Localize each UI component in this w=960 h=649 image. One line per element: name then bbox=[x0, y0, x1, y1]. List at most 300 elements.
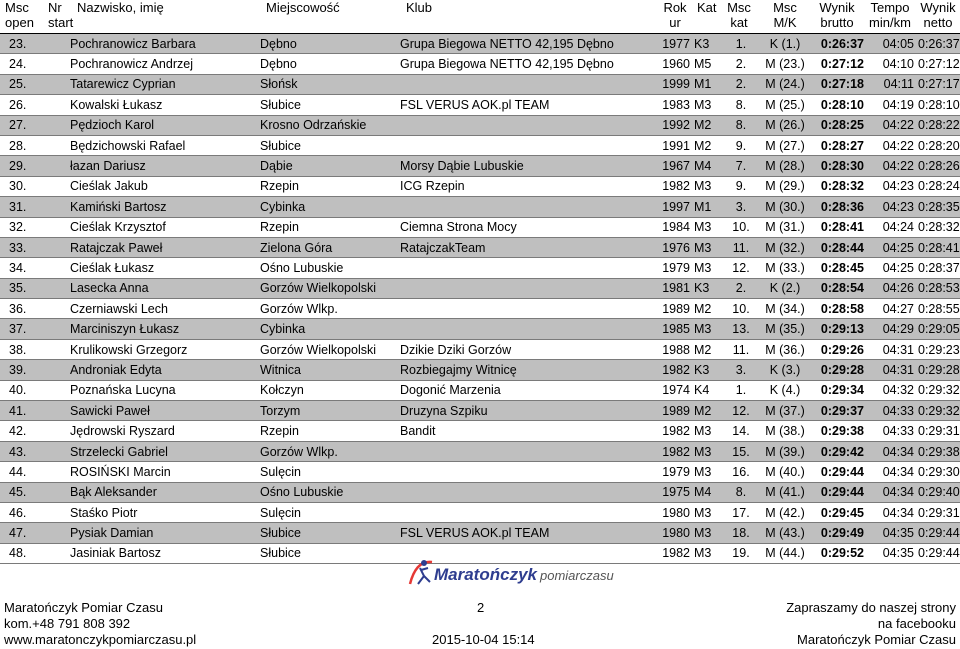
cell-cat: M3 bbox=[694, 441, 724, 461]
cell-club bbox=[400, 74, 652, 94]
cell-city: Rzepin bbox=[260, 176, 400, 196]
cell-name: Tatarewicz Cyprian bbox=[70, 74, 260, 94]
cell-year: 1980 bbox=[652, 502, 694, 522]
cell-brutto: 0:26:37 bbox=[812, 34, 868, 54]
cell-mk: M (43.) bbox=[758, 523, 812, 543]
cell-cat: M2 bbox=[694, 299, 724, 319]
cell-cat: K3 bbox=[694, 278, 724, 298]
cell-city: Ośno Lubuskie bbox=[260, 482, 400, 502]
footer-phone: kom.+48 791 808 392 bbox=[4, 616, 131, 631]
table-row bbox=[0, 197, 960, 217]
cell-netto: 0:29:23 bbox=[918, 339, 960, 359]
cell-name: Pędzioch Karol bbox=[70, 115, 260, 135]
cell-name: Bąk Aleksander bbox=[70, 482, 260, 502]
table-row bbox=[0, 299, 960, 319]
table-row bbox=[0, 54, 960, 74]
cell-cat: M3 bbox=[694, 217, 724, 237]
cell-netto: 0:29:32 bbox=[918, 401, 960, 421]
cell-place: 26. bbox=[0, 95, 70, 115]
cell-tempo: 04:19 bbox=[868, 95, 918, 115]
cell-year: 1984 bbox=[652, 217, 694, 237]
cell-place: 37. bbox=[0, 319, 70, 339]
cell-club: RatajczakTeam bbox=[400, 237, 652, 257]
cell-cat: M3 bbox=[694, 258, 724, 278]
cell-place: 25. bbox=[0, 74, 70, 94]
cell-netto: 0:28:20 bbox=[918, 135, 960, 155]
cell-year: 1982 bbox=[652, 360, 694, 380]
cell-year: 1979 bbox=[652, 462, 694, 482]
cell-club bbox=[400, 462, 652, 482]
cell-name: Jędrowski Ryszard bbox=[70, 421, 260, 441]
header-netto: Wynik netto bbox=[920, 0, 956, 30]
cell-catPlace: 13. bbox=[724, 319, 758, 339]
cell-place: 42. bbox=[0, 421, 70, 441]
cell-name: Lasecka Anna bbox=[70, 278, 260, 298]
cell-city: Krosno Odrzańskie bbox=[260, 115, 400, 135]
cell-cat: M3 bbox=[694, 523, 724, 543]
cell-mk: M (30.) bbox=[758, 197, 812, 217]
cell-club: ICG Rzepin bbox=[400, 176, 652, 196]
cell-cat: M3 bbox=[694, 95, 724, 115]
cell-city: Gorzów Wielkopolski bbox=[260, 278, 400, 298]
cell-name: Krulikowski Grzegorz bbox=[70, 339, 260, 359]
cell-cat: M3 bbox=[694, 421, 724, 441]
cell-club bbox=[400, 441, 652, 461]
runner-logo-icon bbox=[402, 554, 614, 594]
cell-cat: M2 bbox=[694, 135, 724, 155]
cell-name: Androniak Edyta bbox=[70, 360, 260, 380]
logo-brand-text: Maratończyk bbox=[434, 565, 537, 584]
cell-catPlace: 1. bbox=[724, 34, 758, 54]
table-row bbox=[0, 380, 960, 400]
cell-catPlace: 3. bbox=[724, 360, 758, 380]
cell-place: 35. bbox=[0, 278, 70, 298]
cell-year: 1997 bbox=[652, 197, 694, 217]
cell-tempo: 04:34 bbox=[868, 462, 918, 482]
cell-name: Marciniszyn Łukasz bbox=[70, 319, 260, 339]
cell-name: Pysiak Damian bbox=[70, 523, 260, 543]
cell-catPlace: 8. bbox=[724, 95, 758, 115]
cell-mk: K (1.) bbox=[758, 34, 812, 54]
cell-year: 1983 bbox=[652, 95, 694, 115]
cell-city: Sulęcin bbox=[260, 462, 400, 482]
cell-club: Bandit bbox=[400, 421, 652, 441]
cell-tempo: 04:26 bbox=[868, 278, 918, 298]
cell-tempo: 04:35 bbox=[868, 543, 918, 563]
cell-place: 46. bbox=[0, 502, 70, 522]
cell-cat: M3 bbox=[694, 543, 724, 563]
cell-club: Morsy Dąbie Lubuskie bbox=[400, 156, 652, 176]
cell-city: Sulęcin bbox=[260, 502, 400, 522]
cell-catPlace: 2. bbox=[724, 54, 758, 74]
cell-mk: M (35.) bbox=[758, 319, 812, 339]
cell-mk: M (40.) bbox=[758, 462, 812, 482]
cell-netto: 0:29:05 bbox=[918, 319, 960, 339]
cell-tempo: 04:34 bbox=[868, 502, 918, 522]
table-row bbox=[0, 135, 960, 155]
cell-year: 1982 bbox=[652, 441, 694, 461]
cell-city: Kołczyn bbox=[260, 380, 400, 400]
cell-netto: 0:29:38 bbox=[918, 441, 960, 461]
cell-cat: M1 bbox=[694, 197, 724, 217]
cell-city: Dąbie bbox=[260, 156, 400, 176]
cell-netto: 0:29:31 bbox=[918, 421, 960, 441]
cell-brutto: 0:29:52 bbox=[812, 543, 868, 563]
cell-club: FSL VERUS AOK.pl TEAM bbox=[400, 95, 652, 115]
cell-brutto: 0:29:13 bbox=[812, 319, 868, 339]
header-name: Nazwisko, imię bbox=[77, 0, 164, 15]
cell-catPlace: 18. bbox=[724, 523, 758, 543]
cell-city: Słońsk bbox=[260, 74, 400, 94]
cell-catPlace: 3. bbox=[724, 197, 758, 217]
cell-year: 1967 bbox=[652, 156, 694, 176]
cell-city: Gorzów Wlkp. bbox=[260, 441, 400, 461]
table-row bbox=[0, 441, 960, 461]
cell-tempo: 04:33 bbox=[868, 401, 918, 421]
cell-year: 1989 bbox=[652, 401, 694, 421]
cell-netto: 0:28:37 bbox=[918, 258, 960, 278]
table-row bbox=[0, 237, 960, 257]
table-row bbox=[0, 34, 960, 54]
cell-netto: 0:28:10 bbox=[918, 95, 960, 115]
header-brutto: Wynik brutto bbox=[819, 0, 855, 30]
cell-catPlace: 1. bbox=[724, 380, 758, 400]
cell-club bbox=[400, 299, 652, 319]
cell-mk: M (26.) bbox=[758, 115, 812, 135]
cell-cat: K4 bbox=[694, 380, 724, 400]
cell-brutto: 0:28:25 bbox=[812, 115, 868, 135]
header-tempo: Tempo min/km bbox=[869, 0, 911, 30]
cell-place: 30. bbox=[0, 176, 70, 196]
cell-city: Ośno Lubuskie bbox=[260, 258, 400, 278]
cell-city: Rzepin bbox=[260, 217, 400, 237]
table-row bbox=[0, 482, 960, 502]
cell-cat: M2 bbox=[694, 401, 724, 421]
cell-netto: 0:28:22 bbox=[918, 115, 960, 135]
cell-city: Gorzów Wlkp. bbox=[260, 299, 400, 319]
cell-mk: K (4.) bbox=[758, 380, 812, 400]
footer-facebook-link[interactable]: na facebooku bbox=[877, 616, 956, 631]
table-row bbox=[0, 462, 960, 482]
cell-city: Słubice bbox=[260, 543, 400, 563]
header-msc-open: Msc open bbox=[5, 0, 34, 30]
cell-catPlace: 2. bbox=[724, 74, 758, 94]
cell-tempo: 04:25 bbox=[868, 258, 918, 278]
cell-catPlace: 12. bbox=[724, 258, 758, 278]
cell-club bbox=[400, 115, 652, 135]
cell-year: 1989 bbox=[652, 299, 694, 319]
cell-place: 23. bbox=[0, 34, 70, 54]
cell-tempo: 04:29 bbox=[868, 319, 918, 339]
cell-tempo: 04:11 bbox=[868, 74, 918, 94]
cell-place: 38. bbox=[0, 339, 70, 359]
cell-mk: M (32.) bbox=[758, 237, 812, 257]
cell-city: Słubice bbox=[260, 95, 400, 115]
cell-cat: M5 bbox=[694, 54, 724, 74]
cell-brutto: 0:28:44 bbox=[812, 237, 868, 257]
cell-brutto: 0:28:41 bbox=[812, 217, 868, 237]
table-row bbox=[0, 258, 960, 278]
cell-city: Słubice bbox=[260, 135, 400, 155]
cell-brutto: 0:28:36 bbox=[812, 197, 868, 217]
cell-tempo: 04:24 bbox=[868, 217, 918, 237]
cell-mk: K (2.) bbox=[758, 278, 812, 298]
cell-club: Ciemna Strona Mocy bbox=[400, 217, 652, 237]
cell-brutto: 0:29:49 bbox=[812, 523, 868, 543]
footer-datetime: 2015-10-04 15:14 bbox=[432, 632, 535, 647]
header-msc-kat: Msc kat bbox=[727, 0, 751, 30]
cell-name: Pochranowicz Andrzej bbox=[70, 54, 260, 74]
cell-name: Jasiniak Bartosz bbox=[70, 543, 260, 563]
header-kat: Kat bbox=[697, 0, 717, 15]
cell-catPlace: 12. bbox=[724, 401, 758, 421]
cell-year: 1988 bbox=[652, 339, 694, 359]
cell-cat: M2 bbox=[694, 115, 724, 135]
cell-mk: M (41.) bbox=[758, 482, 812, 502]
cell-name: Kowalski Łukasz bbox=[70, 95, 260, 115]
cell-brutto: 0:29:44 bbox=[812, 462, 868, 482]
cell-tempo: 04:25 bbox=[868, 237, 918, 257]
cell-netto: 0:29:44 bbox=[918, 543, 960, 563]
cell-mk: M (33.) bbox=[758, 258, 812, 278]
table-row bbox=[0, 217, 960, 237]
table-row bbox=[0, 176, 960, 196]
cell-netto: 0:28:35 bbox=[918, 197, 960, 217]
cell-name: Cieślak Łukasz bbox=[70, 258, 260, 278]
cell-mk: M (31.) bbox=[758, 217, 812, 237]
footer-invite: Zapraszamy do naszej strony bbox=[786, 600, 956, 615]
cell-brutto: 0:28:32 bbox=[812, 176, 868, 196]
cell-mk: M (27.) bbox=[758, 135, 812, 155]
cell-catPlace: 9. bbox=[724, 176, 758, 196]
table-row bbox=[0, 339, 960, 359]
header-nr-start: Nr start bbox=[48, 0, 74, 30]
cell-year: 1982 bbox=[652, 176, 694, 196]
cell-club bbox=[400, 197, 652, 217]
cell-place: 39. bbox=[0, 360, 70, 380]
cell-catPlace: 19. bbox=[724, 543, 758, 563]
table-row bbox=[0, 74, 960, 94]
cell-tempo: 04:35 bbox=[868, 523, 918, 543]
cell-name: Będzichowski Rafael bbox=[70, 135, 260, 155]
cell-mk: M (44.) bbox=[758, 543, 812, 563]
cell-name: łazan Dariusz bbox=[70, 156, 260, 176]
cell-mk: M (28.) bbox=[758, 156, 812, 176]
cell-netto: 0:29:31 bbox=[918, 502, 960, 522]
cell-year: 1999 bbox=[652, 74, 694, 94]
cell-brutto: 0:29:44 bbox=[812, 482, 868, 502]
cell-place: 36. bbox=[0, 299, 70, 319]
cell-tempo: 04:22 bbox=[868, 156, 918, 176]
cell-cat: K3 bbox=[694, 34, 724, 54]
cell-cat: M2 bbox=[694, 339, 724, 359]
cell-catPlace: 8. bbox=[724, 482, 758, 502]
footer-website-link[interactable]: www.maratonczykpomiarczasu.pl bbox=[4, 632, 197, 647]
header-club: Klub bbox=[406, 0, 433, 15]
cell-city: Cybinka bbox=[260, 197, 400, 217]
cell-netto: 0:28:24 bbox=[918, 176, 960, 196]
cell-place: 43. bbox=[0, 441, 70, 461]
header-rok-ur: Rok ur bbox=[663, 0, 687, 30]
cell-tempo: 04:34 bbox=[868, 482, 918, 502]
cell-netto: 0:29:40 bbox=[918, 482, 960, 502]
table-row bbox=[0, 278, 960, 298]
cell-mk: M (42.) bbox=[758, 502, 812, 522]
cell-year: 1977 bbox=[652, 34, 694, 54]
cell-place: 27. bbox=[0, 115, 70, 135]
cell-netto: 0:29:44 bbox=[918, 523, 960, 543]
cell-brutto: 0:27:18 bbox=[812, 74, 868, 94]
cell-brutto: 0:29:45 bbox=[812, 502, 868, 522]
table-row bbox=[0, 156, 960, 176]
cell-year: 1985 bbox=[652, 319, 694, 339]
cell-mk: M (37.) bbox=[758, 401, 812, 421]
cell-club bbox=[400, 278, 652, 298]
cell-name: Sawicki Paweł bbox=[70, 401, 260, 421]
cell-tempo: 04:22 bbox=[868, 135, 918, 155]
cell-brutto: 0:29:26 bbox=[812, 339, 868, 359]
cell-year: 1980 bbox=[652, 523, 694, 543]
cell-catPlace: 8. bbox=[724, 115, 758, 135]
cell-catPlace: 10. bbox=[724, 299, 758, 319]
cell-tempo: 04:34 bbox=[868, 441, 918, 461]
results-body bbox=[0, 34, 960, 564]
cell-brutto: 0:28:10 bbox=[812, 95, 868, 115]
cell-catPlace: 9. bbox=[724, 135, 758, 155]
cell-club: Grupa Biegowa NETTO 42,195 Dębno bbox=[400, 54, 652, 74]
cell-year: 1981 bbox=[652, 278, 694, 298]
cell-place: 24. bbox=[0, 54, 70, 74]
cell-mk: M (25.) bbox=[758, 95, 812, 115]
cell-name: Czerniawski Lech bbox=[70, 299, 260, 319]
footer-company-right: Maratończyk Pomiar Czasu bbox=[797, 632, 956, 647]
cell-catPlace: 11. bbox=[724, 237, 758, 257]
cell-city: Rzepin bbox=[260, 421, 400, 441]
cell-cat: M3 bbox=[694, 319, 724, 339]
table-header bbox=[0, 0, 960, 32]
cell-netto: 0:28:53 bbox=[918, 278, 960, 298]
cell-name: Ratajczak Paweł bbox=[70, 237, 260, 257]
cell-name: ROSIŃSKI Marcin bbox=[70, 462, 260, 482]
cell-mk: K (3.) bbox=[758, 360, 812, 380]
cell-city: Cybinka bbox=[260, 319, 400, 339]
cell-netto: 0:27:17 bbox=[918, 74, 960, 94]
cell-catPlace: 16. bbox=[724, 462, 758, 482]
cell-place: 31. bbox=[0, 197, 70, 217]
cell-catPlace: 14. bbox=[724, 421, 758, 441]
cell-netto: 0:28:32 bbox=[918, 217, 960, 237]
table-row bbox=[0, 421, 960, 441]
cell-city: Słubice bbox=[260, 523, 400, 543]
cell-city: Witnica bbox=[260, 360, 400, 380]
cell-name: Pochranowicz Barbara bbox=[70, 34, 260, 54]
cell-place: 40. bbox=[0, 380, 70, 400]
cell-tempo: 04:22 bbox=[868, 115, 918, 135]
cell-netto: 0:28:55 bbox=[918, 299, 960, 319]
table-row bbox=[0, 360, 960, 380]
cell-tempo: 04:31 bbox=[868, 360, 918, 380]
cell-year: 1975 bbox=[652, 482, 694, 502]
cell-catPlace: 10. bbox=[724, 217, 758, 237]
cell-brutto: 0:28:27 bbox=[812, 135, 868, 155]
cell-name: Cieślak Krzysztof bbox=[70, 217, 260, 237]
cell-brutto: 0:29:42 bbox=[812, 441, 868, 461]
cell-cat: M3 bbox=[694, 237, 724, 257]
logo-sub-text: pomiarczasu bbox=[540, 568, 614, 583]
cell-name: Strzelecki Gabriel bbox=[70, 441, 260, 461]
cell-club bbox=[400, 319, 652, 339]
cell-city: Torzym bbox=[260, 401, 400, 421]
cell-cat: M1 bbox=[694, 74, 724, 94]
cell-club: Dzikie Dziki Gorzów bbox=[400, 339, 652, 359]
cell-place: 48. bbox=[0, 543, 70, 563]
footer-company: Maratończyk Pomiar Czasu bbox=[4, 600, 163, 615]
cell-city: Gorzów Wielkopolski bbox=[260, 339, 400, 359]
cell-brutto: 0:29:37 bbox=[812, 401, 868, 421]
cell-cat: M4 bbox=[694, 156, 724, 176]
cell-club bbox=[400, 258, 652, 278]
cell-place: 32. bbox=[0, 217, 70, 237]
cell-cat: K3 bbox=[694, 360, 724, 380]
cell-brutto: 0:28:58 bbox=[812, 299, 868, 319]
cell-netto: 0:29:30 bbox=[918, 462, 960, 482]
cell-name: Kamiński Bartosz bbox=[70, 197, 260, 217]
maratonczyk-logo bbox=[402, 554, 614, 594]
cell-tempo: 04:10 bbox=[868, 54, 918, 74]
cell-place: 34. bbox=[0, 258, 70, 278]
cell-name: Poznańska Lucyna bbox=[70, 380, 260, 400]
cell-year: 1991 bbox=[652, 135, 694, 155]
cell-place: 47. bbox=[0, 523, 70, 543]
cell-place: 45. bbox=[0, 482, 70, 502]
cell-place: 28. bbox=[0, 135, 70, 155]
cell-club: Grupa Biegowa NETTO 42,195 Dębno bbox=[400, 34, 652, 54]
table-row bbox=[0, 115, 960, 135]
cell-name: Cieślak Jakub bbox=[70, 176, 260, 196]
cell-name: Staśko Piotr bbox=[70, 502, 260, 522]
cell-club bbox=[400, 502, 652, 522]
cell-brutto: 0:29:34 bbox=[812, 380, 868, 400]
header-msc-mk: Msc M/K bbox=[773, 0, 797, 30]
cell-club bbox=[400, 482, 652, 502]
cell-netto: 0:27:12 bbox=[918, 54, 960, 74]
cell-year: 1976 bbox=[652, 237, 694, 257]
cell-cat: M3 bbox=[694, 176, 724, 196]
cell-catPlace: 15. bbox=[724, 441, 758, 461]
cell-club: Rozbiegajmy Witnicę bbox=[400, 360, 652, 380]
cell-tempo: 04:33 bbox=[868, 421, 918, 441]
cell-brutto: 0:28:45 bbox=[812, 258, 868, 278]
results-table bbox=[0, 34, 960, 564]
cell-mk: M (38.) bbox=[758, 421, 812, 441]
cell-catPlace: 7. bbox=[724, 156, 758, 176]
cell-place: 44. bbox=[0, 462, 70, 482]
cell-catPlace: 2. bbox=[724, 278, 758, 298]
cell-netto: 0:29:32 bbox=[918, 380, 960, 400]
cell-year: 1960 bbox=[652, 54, 694, 74]
table-row bbox=[0, 401, 960, 421]
cell-club: Dogonić Marzenia bbox=[400, 380, 652, 400]
cell-mk: M (39.) bbox=[758, 441, 812, 461]
cell-mk: M (24.) bbox=[758, 74, 812, 94]
cell-place: 29. bbox=[0, 156, 70, 176]
cell-year: 1982 bbox=[652, 421, 694, 441]
cell-netto: 0:28:41 bbox=[918, 237, 960, 257]
cell-year: 1974 bbox=[652, 380, 694, 400]
cell-netto: 0:28:26 bbox=[918, 156, 960, 176]
cell-mk: M (29.) bbox=[758, 176, 812, 196]
cell-catPlace: 11. bbox=[724, 339, 758, 359]
